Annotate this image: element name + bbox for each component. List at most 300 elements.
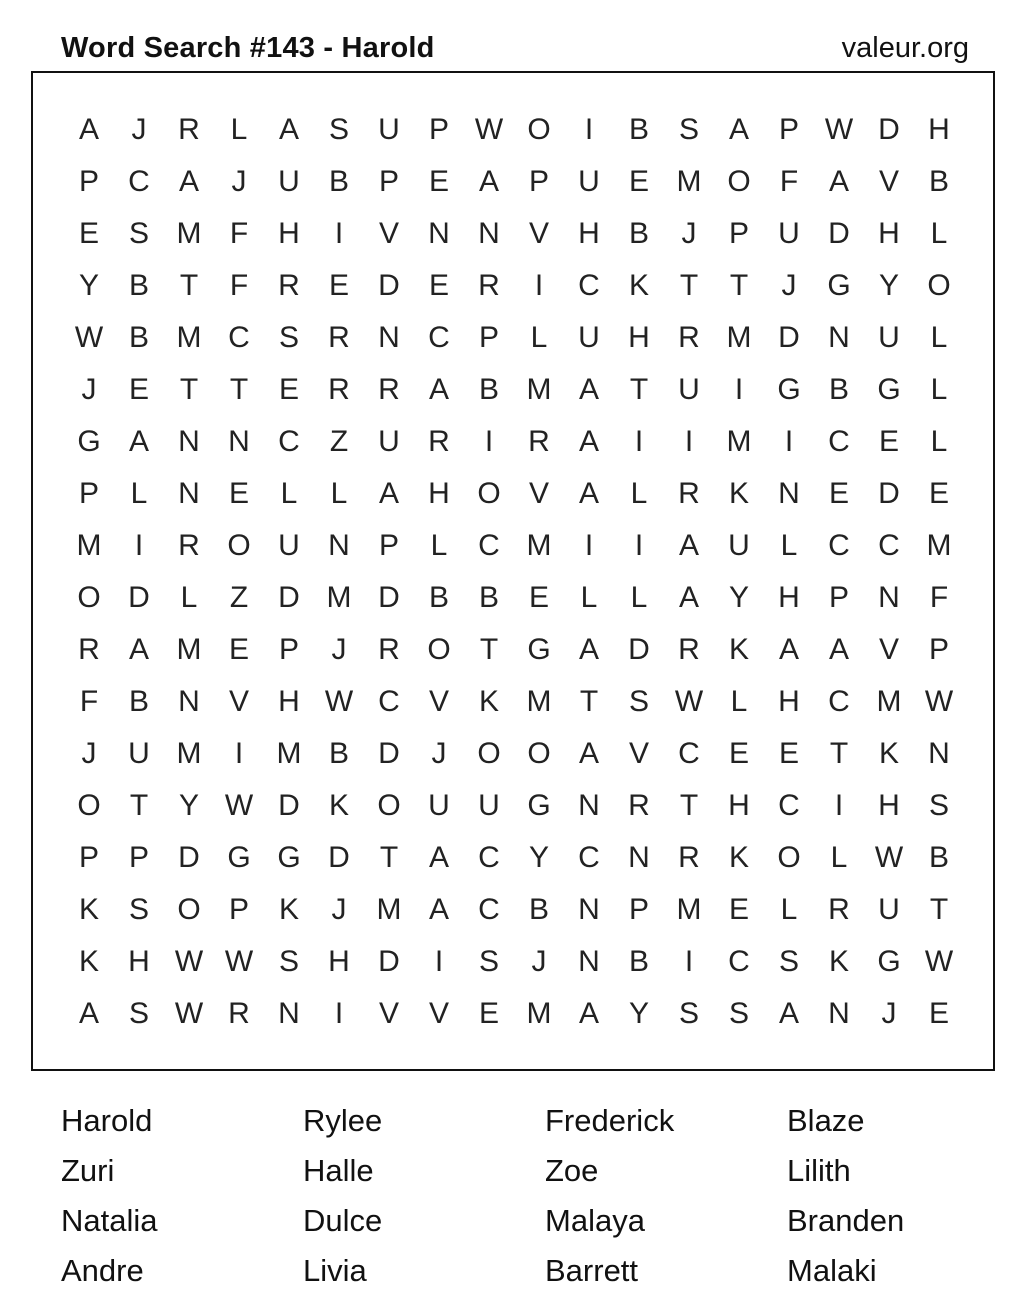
grid-cell[interactable]: E (528, 581, 549, 614)
grid-cell[interactable]: Y (78, 269, 99, 302)
grid-cell[interactable]: A (78, 997, 99, 1030)
grid-cell[interactable]: N (928, 737, 950, 770)
grid-cell[interactable]: W (924, 685, 954, 718)
grid-cell[interactable]: R (328, 373, 350, 406)
grid-cell[interactable]: N (578, 945, 600, 978)
grid-cell[interactable]: R (528, 425, 550, 458)
grid-cell[interactable]: I (134, 529, 144, 562)
grid-cell[interactable]: N (228, 425, 250, 458)
grid-cell[interactable]: O (427, 633, 451, 666)
grid-cell[interactable]: I (784, 425, 794, 458)
grid-cell[interactable]: K (728, 477, 749, 510)
grid-cell[interactable]: S (928, 789, 949, 822)
grid-cell[interactable]: U (378, 425, 400, 458)
grid-cell[interactable]: I (334, 217, 344, 250)
grid-cell[interactable]: P (128, 841, 149, 874)
grid-cell[interactable]: D (878, 113, 900, 146)
grid-cell[interactable]: L (630, 581, 648, 614)
grid-cell[interactable]: I (484, 425, 494, 458)
grid-cell[interactable]: E (428, 269, 449, 302)
grid-cell[interactable]: C (478, 841, 500, 874)
grid-cell[interactable]: C (728, 945, 750, 978)
grid-cell[interactable]: H (628, 321, 650, 354)
grid-cell[interactable]: L (780, 893, 798, 926)
grid-cell[interactable]: H (778, 581, 800, 614)
grid-cell[interactable]: L (930, 217, 948, 250)
grid-cell[interactable]: A (378, 477, 399, 510)
grid-cell[interactable]: P (78, 477, 99, 510)
grid-cell[interactable]: V (628, 737, 649, 770)
grid-cell[interactable]: N (578, 789, 600, 822)
grid-cell[interactable]: O (527, 113, 551, 146)
grid-cell[interactable]: P (778, 113, 799, 146)
grid-cell[interactable]: G (277, 841, 301, 874)
grid-cell[interactable]: L (530, 321, 548, 354)
grid-cell[interactable]: N (778, 477, 800, 510)
grid-cell[interactable]: J (531, 945, 547, 978)
grid-cell[interactable]: D (328, 841, 350, 874)
grid-cell[interactable]: A (428, 893, 449, 926)
grid-cell[interactable]: I (684, 945, 694, 978)
grid-cell[interactable]: A (128, 425, 149, 458)
grid-cell[interactable]: M (726, 425, 752, 458)
grid-cell[interactable]: U (478, 789, 500, 822)
grid-cell[interactable]: O (227, 529, 251, 562)
grid-cell[interactable]: M (326, 581, 352, 614)
grid-cell[interactable]: B (628, 217, 649, 250)
grid-cell[interactable]: U (278, 529, 300, 562)
grid-cell[interactable]: V (228, 685, 249, 718)
grid-cell[interactable]: W (824, 113, 854, 146)
grid-cell[interactable]: O (177, 893, 201, 926)
grid-cell[interactable]: L (180, 581, 198, 614)
grid-cell[interactable]: Y (728, 581, 749, 614)
grid-cell[interactable]: V (378, 997, 399, 1030)
grid-cell[interactable]: T (379, 841, 399, 874)
grid-cell[interactable]: N (328, 529, 350, 562)
grid-cell[interactable]: S (678, 113, 699, 146)
grid-cell[interactable]: I (584, 113, 594, 146)
grid-cell[interactable]: E (278, 373, 299, 406)
grid-cell[interactable]: C (778, 789, 800, 822)
grid-cell[interactable]: L (930, 321, 948, 354)
grid-cell[interactable]: N (878, 581, 900, 614)
grid-cell[interactable]: N (278, 997, 300, 1030)
grid-cell[interactable]: B (628, 945, 649, 978)
grid-cell[interactable]: A (678, 529, 699, 562)
grid-cell[interactable]: I (634, 529, 644, 562)
grid-cell[interactable]: U (778, 217, 800, 250)
grid-cell[interactable]: D (178, 841, 200, 874)
grid-cell[interactable]: A (578, 737, 599, 770)
grid-cell[interactable]: E (928, 997, 949, 1030)
grid-cell[interactable]: B (928, 841, 949, 874)
grid-cell[interactable]: R (228, 997, 250, 1030)
grid-cell[interactable]: Y (178, 789, 199, 822)
grid-cell[interactable]: G (877, 373, 901, 406)
grid-cell[interactable]: T (729, 269, 749, 302)
grid-cell[interactable]: I (234, 737, 244, 770)
grid-cell[interactable]: E (478, 997, 499, 1030)
grid-cell[interactable]: L (330, 477, 348, 510)
grid-cell[interactable]: S (128, 217, 149, 250)
grid-cell[interactable]: J (781, 269, 797, 302)
grid-cell[interactable]: F (779, 165, 799, 198)
grid-cell[interactable]: P (478, 321, 499, 354)
grid-cell[interactable]: E (828, 477, 849, 510)
grid-cell[interactable]: H (878, 789, 900, 822)
grid-cell[interactable]: U (378, 113, 400, 146)
grid-cell[interactable]: K (878, 737, 899, 770)
grid-cell[interactable]: E (778, 737, 799, 770)
grid-cell[interactable]: R (278, 269, 300, 302)
grid-cell[interactable]: A (678, 581, 699, 614)
grid-cell[interactable]: B (128, 269, 149, 302)
grid-cell[interactable]: N (628, 841, 650, 874)
grid-cell[interactable]: C (678, 737, 700, 770)
grid-cell[interactable]: U (128, 737, 150, 770)
grid-cell[interactable]: D (278, 789, 300, 822)
grid-cell[interactable]: P (278, 633, 299, 666)
grid-cell[interactable]: A (778, 633, 799, 666)
grid-cell[interactable]: M (526, 373, 552, 406)
grid-cell[interactable]: J (131, 113, 147, 146)
grid-cell[interactable]: A (578, 633, 599, 666)
grid-cell[interactable]: D (628, 633, 650, 666)
grid-cell[interactable]: C (828, 425, 850, 458)
grid-cell[interactable]: M (176, 737, 202, 770)
grid-cell[interactable]: H (878, 217, 900, 250)
grid-cell[interactable]: W (674, 685, 704, 718)
grid-cell[interactable]: A (428, 373, 449, 406)
grid-cell[interactable]: C (478, 893, 500, 926)
grid-cell[interactable]: L (130, 477, 148, 510)
grid-cell[interactable]: M (526, 685, 552, 718)
grid-cell[interactable]: J (331, 893, 347, 926)
grid-cell[interactable]: L (430, 529, 448, 562)
grid-cell[interactable]: E (128, 373, 149, 406)
grid-cell[interactable]: K (728, 633, 749, 666)
grid-cell[interactable]: U (428, 789, 450, 822)
grid-cell[interactable]: E (428, 165, 449, 198)
grid-cell[interactable]: G (877, 945, 901, 978)
grid-cell[interactable]: M (176, 321, 202, 354)
grid-cell[interactable]: J (331, 633, 347, 666)
grid-cell[interactable]: K (628, 269, 649, 302)
grid-cell[interactable]: I (434, 945, 444, 978)
grid-cell[interactable]: N (578, 893, 600, 926)
grid-cell[interactable]: W (924, 945, 954, 978)
grid-cell[interactable]: A (828, 165, 849, 198)
grid-cell[interactable]: B (128, 685, 149, 718)
grid-cell[interactable]: L (630, 477, 648, 510)
grid-cell[interactable]: W (874, 841, 904, 874)
grid-cell[interactable]: F (229, 217, 249, 250)
grid-cell[interactable]: B (928, 165, 949, 198)
grid-cell[interactable]: A (728, 113, 749, 146)
grid-cell[interactable]: N (478, 217, 500, 250)
grid-cell[interactable]: A (578, 997, 599, 1030)
grid-cell[interactable]: G (77, 425, 101, 458)
grid-cell[interactable]: O (77, 789, 101, 822)
grid-cell[interactable]: M (76, 529, 102, 562)
grid-cell[interactable]: V (878, 165, 899, 198)
grid-cell[interactable]: G (827, 269, 851, 302)
grid-cell[interactable]: E (328, 269, 349, 302)
grid-cell[interactable]: D (878, 477, 900, 510)
grid-cell[interactable]: S (128, 997, 149, 1030)
grid-cell[interactable]: S (478, 945, 499, 978)
grid-cell[interactable]: R (678, 477, 700, 510)
grid-cell[interactable]: W (174, 997, 204, 1030)
grid-cell[interactable]: C (578, 269, 600, 302)
grid-cell[interactable]: L (930, 373, 948, 406)
grid-cell[interactable]: R (78, 633, 100, 666)
grid-cell[interactable]: A (578, 477, 599, 510)
grid-cell[interactable]: O (777, 841, 801, 874)
grid-cell[interactable]: A (478, 165, 499, 198)
grid-cell[interactable]: C (578, 841, 600, 874)
grid-cell[interactable]: O (527, 737, 551, 770)
grid-cell[interactable]: P (928, 633, 949, 666)
grid-cell[interactable]: D (378, 945, 400, 978)
grid-cell[interactable]: M (526, 997, 552, 1030)
grid-cell[interactable]: M (376, 893, 402, 926)
grid-cell[interactable]: D (378, 269, 400, 302)
grid-cell[interactable]: S (328, 113, 349, 146)
grid-cell[interactable]: L (830, 841, 848, 874)
grid-cell[interactable]: F (929, 581, 949, 614)
grid-cell[interactable]: F (79, 685, 99, 718)
grid-cell[interactable]: U (878, 321, 900, 354)
grid-cell[interactable]: H (278, 217, 300, 250)
grid-cell[interactable]: T (829, 737, 849, 770)
grid-cell[interactable]: B (128, 321, 149, 354)
grid-cell[interactable]: M (876, 685, 902, 718)
grid-cell[interactable]: N (178, 425, 200, 458)
grid-cell[interactable]: R (828, 893, 850, 926)
grid-cell[interactable]: C (378, 685, 400, 718)
grid-cell[interactable]: T (129, 789, 149, 822)
grid-cell[interactable]: T (679, 789, 699, 822)
grid-cell[interactable]: Y (878, 269, 899, 302)
grid-cell[interactable]: I (734, 373, 744, 406)
grid-cell[interactable]: P (378, 165, 399, 198)
grid-cell[interactable]: G (527, 633, 551, 666)
grid-cell[interactable]: T (629, 373, 649, 406)
grid-cell[interactable]: R (678, 841, 700, 874)
grid-cell[interactable]: D (828, 217, 850, 250)
grid-cell[interactable]: R (178, 529, 200, 562)
grid-cell[interactable]: C (428, 321, 450, 354)
grid-cell[interactable]: V (428, 685, 449, 718)
grid-cell[interactable]: M (726, 321, 752, 354)
grid-cell[interactable]: B (478, 373, 499, 406)
grid-cell[interactable]: S (278, 945, 299, 978)
grid-cell[interactable]: W (224, 945, 254, 978)
grid-cell[interactable]: M (176, 217, 202, 250)
grid-cell[interactable]: C (828, 685, 850, 718)
grid-cell[interactable]: V (528, 217, 549, 250)
grid-cell[interactable]: D (278, 581, 300, 614)
grid-cell[interactable]: T (479, 633, 499, 666)
grid-cell[interactable]: H (728, 789, 750, 822)
grid-cell[interactable]: T (229, 373, 249, 406)
grid-cell[interactable]: U (578, 165, 600, 198)
grid-cell[interactable]: K (328, 789, 349, 822)
grid-cell[interactable]: D (378, 581, 400, 614)
grid-cell[interactable]: R (178, 113, 200, 146)
grid-cell[interactable]: R (378, 373, 400, 406)
grid-cell[interactable]: S (278, 321, 299, 354)
grid-cell[interactable]: H (928, 113, 950, 146)
grid-cell[interactable]: G (227, 841, 251, 874)
grid-cell[interactable]: J (681, 217, 697, 250)
grid-cell[interactable]: N (828, 997, 850, 1030)
grid-cell[interactable]: V (378, 217, 399, 250)
grid-cell[interactable]: C (478, 529, 500, 562)
grid-cell[interactable]: J (81, 737, 97, 770)
grid-cell[interactable]: U (278, 165, 300, 198)
grid-cell[interactable]: N (378, 321, 400, 354)
grid-cell[interactable]: B (328, 165, 349, 198)
grid-cell[interactable]: N (178, 685, 200, 718)
grid-cell[interactable]: S (728, 997, 749, 1030)
grid-cell[interactable]: M (276, 737, 302, 770)
grid-cell[interactable]: H (778, 685, 800, 718)
grid-cell[interactable]: B (828, 373, 849, 406)
grid-cell[interactable]: B (478, 581, 499, 614)
grid-cell[interactable]: K (728, 841, 749, 874)
grid-cell[interactable]: I (834, 789, 844, 822)
grid-cell[interactable]: F (229, 269, 249, 302)
grid-cell[interactable]: V (878, 633, 899, 666)
grid-cell[interactable]: W (474, 113, 504, 146)
grid-cell[interactable]: B (428, 581, 449, 614)
grid-cell[interactable]: V (428, 997, 449, 1030)
grid-cell[interactable]: N (428, 217, 450, 250)
grid-cell[interactable]: R (378, 633, 400, 666)
grid-cell[interactable]: S (128, 893, 149, 926)
grid-cell[interactable]: J (881, 997, 897, 1030)
grid-cell[interactable]: B (528, 893, 549, 926)
grid-cell[interactable]: A (578, 425, 599, 458)
grid-cell[interactable]: R (628, 789, 650, 822)
grid-cell[interactable]: A (828, 633, 849, 666)
grid-cell[interactable]: C (228, 321, 250, 354)
grid-cell[interactable]: P (78, 165, 99, 198)
grid-cell[interactable]: A (278, 113, 299, 146)
grid-cell[interactable]: T (579, 685, 599, 718)
grid-cell[interactable]: A (428, 841, 449, 874)
grid-cell[interactable]: R (478, 269, 500, 302)
grid-cell[interactable]: H (428, 477, 450, 510)
grid-cell[interactable]: P (428, 113, 449, 146)
grid-cell[interactable]: M (176, 633, 202, 666)
grid-cell[interactable]: H (328, 945, 350, 978)
grid-cell[interactable]: E (928, 477, 949, 510)
grid-cell[interactable]: K (828, 945, 849, 978)
grid-cell[interactable]: Z (329, 425, 349, 458)
grid-cell[interactable]: N (178, 477, 200, 510)
grid-cell[interactable]: R (678, 633, 700, 666)
grid-cell[interactable]: A (778, 997, 799, 1030)
grid-cell[interactable]: E (728, 893, 749, 926)
grid-cell[interactable]: U (578, 321, 600, 354)
grid-cell[interactable]: U (678, 373, 700, 406)
grid-cell[interactable]: Z (229, 581, 249, 614)
grid-cell[interactable]: E (728, 737, 749, 770)
grid-cell[interactable]: P (828, 581, 849, 614)
grid-cell[interactable]: O (927, 269, 951, 302)
grid-cell[interactable]: P (528, 165, 549, 198)
grid-cell[interactable]: T (179, 269, 199, 302)
grid-cell[interactable]: G (527, 789, 551, 822)
grid-cell[interactable]: C (828, 529, 850, 562)
grid-cell[interactable]: I (684, 425, 694, 458)
grid-cell[interactable]: T (679, 269, 699, 302)
grid-cell[interactable]: T (179, 373, 199, 406)
grid-cell[interactable]: O (77, 581, 101, 614)
grid-cell[interactable]: P (228, 893, 249, 926)
grid-cell[interactable]: K (478, 685, 499, 718)
grid-cell[interactable]: E (628, 165, 649, 198)
grid-cell[interactable]: N (828, 321, 850, 354)
grid-cell[interactable]: W (324, 685, 354, 718)
grid-cell[interactable]: M (676, 165, 702, 198)
grid-cell[interactable]: V (528, 477, 549, 510)
grid-cell[interactable]: A (78, 113, 99, 146)
grid-cell[interactable]: D (128, 581, 150, 614)
grid-cell[interactable]: U (728, 529, 750, 562)
grid-cell[interactable]: H (128, 945, 150, 978)
grid-cell[interactable]: C (128, 165, 150, 198)
grid-cell[interactable]: B (628, 113, 649, 146)
grid-cell[interactable]: K (78, 893, 99, 926)
grid-cell[interactable]: R (678, 321, 700, 354)
grid-cell[interactable]: O (377, 789, 401, 822)
grid-cell[interactable]: E (228, 477, 249, 510)
grid-cell[interactable]: M (926, 529, 952, 562)
grid-cell[interactable]: W (74, 321, 104, 354)
grid-cell[interactable]: Y (628, 997, 649, 1030)
grid-cell[interactable]: C (878, 529, 900, 562)
grid-cell[interactable]: H (278, 685, 300, 718)
grid-cell[interactable]: L (580, 581, 598, 614)
grid-cell[interactable]: S (778, 945, 799, 978)
grid-cell[interactable]: R (428, 425, 450, 458)
grid-cell[interactable]: B (328, 737, 349, 770)
grid-cell[interactable]: L (930, 425, 948, 458)
grid-cell[interactable]: D (378, 737, 400, 770)
grid-cell[interactable]: U (878, 893, 900, 926)
grid-cell[interactable]: W (224, 789, 254, 822)
grid-cell[interactable]: P (628, 893, 649, 926)
grid-cell[interactable]: M (676, 893, 702, 926)
grid-cell[interactable]: E (78, 217, 99, 250)
grid-cell[interactable]: O (477, 477, 501, 510)
grid-cell[interactable]: I (334, 997, 344, 1030)
grid-cell[interactable]: E (878, 425, 899, 458)
grid-cell[interactable]: A (128, 633, 149, 666)
grid-cell[interactable]: L (780, 529, 798, 562)
grid-cell[interactable]: E (228, 633, 249, 666)
grid-cell[interactable]: L (730, 685, 748, 718)
grid-cell[interactable]: P (378, 529, 399, 562)
grid-cell[interactable]: T (929, 893, 949, 926)
grid-cell[interactable]: R (328, 321, 350, 354)
grid-cell[interactable]: L (280, 477, 298, 510)
